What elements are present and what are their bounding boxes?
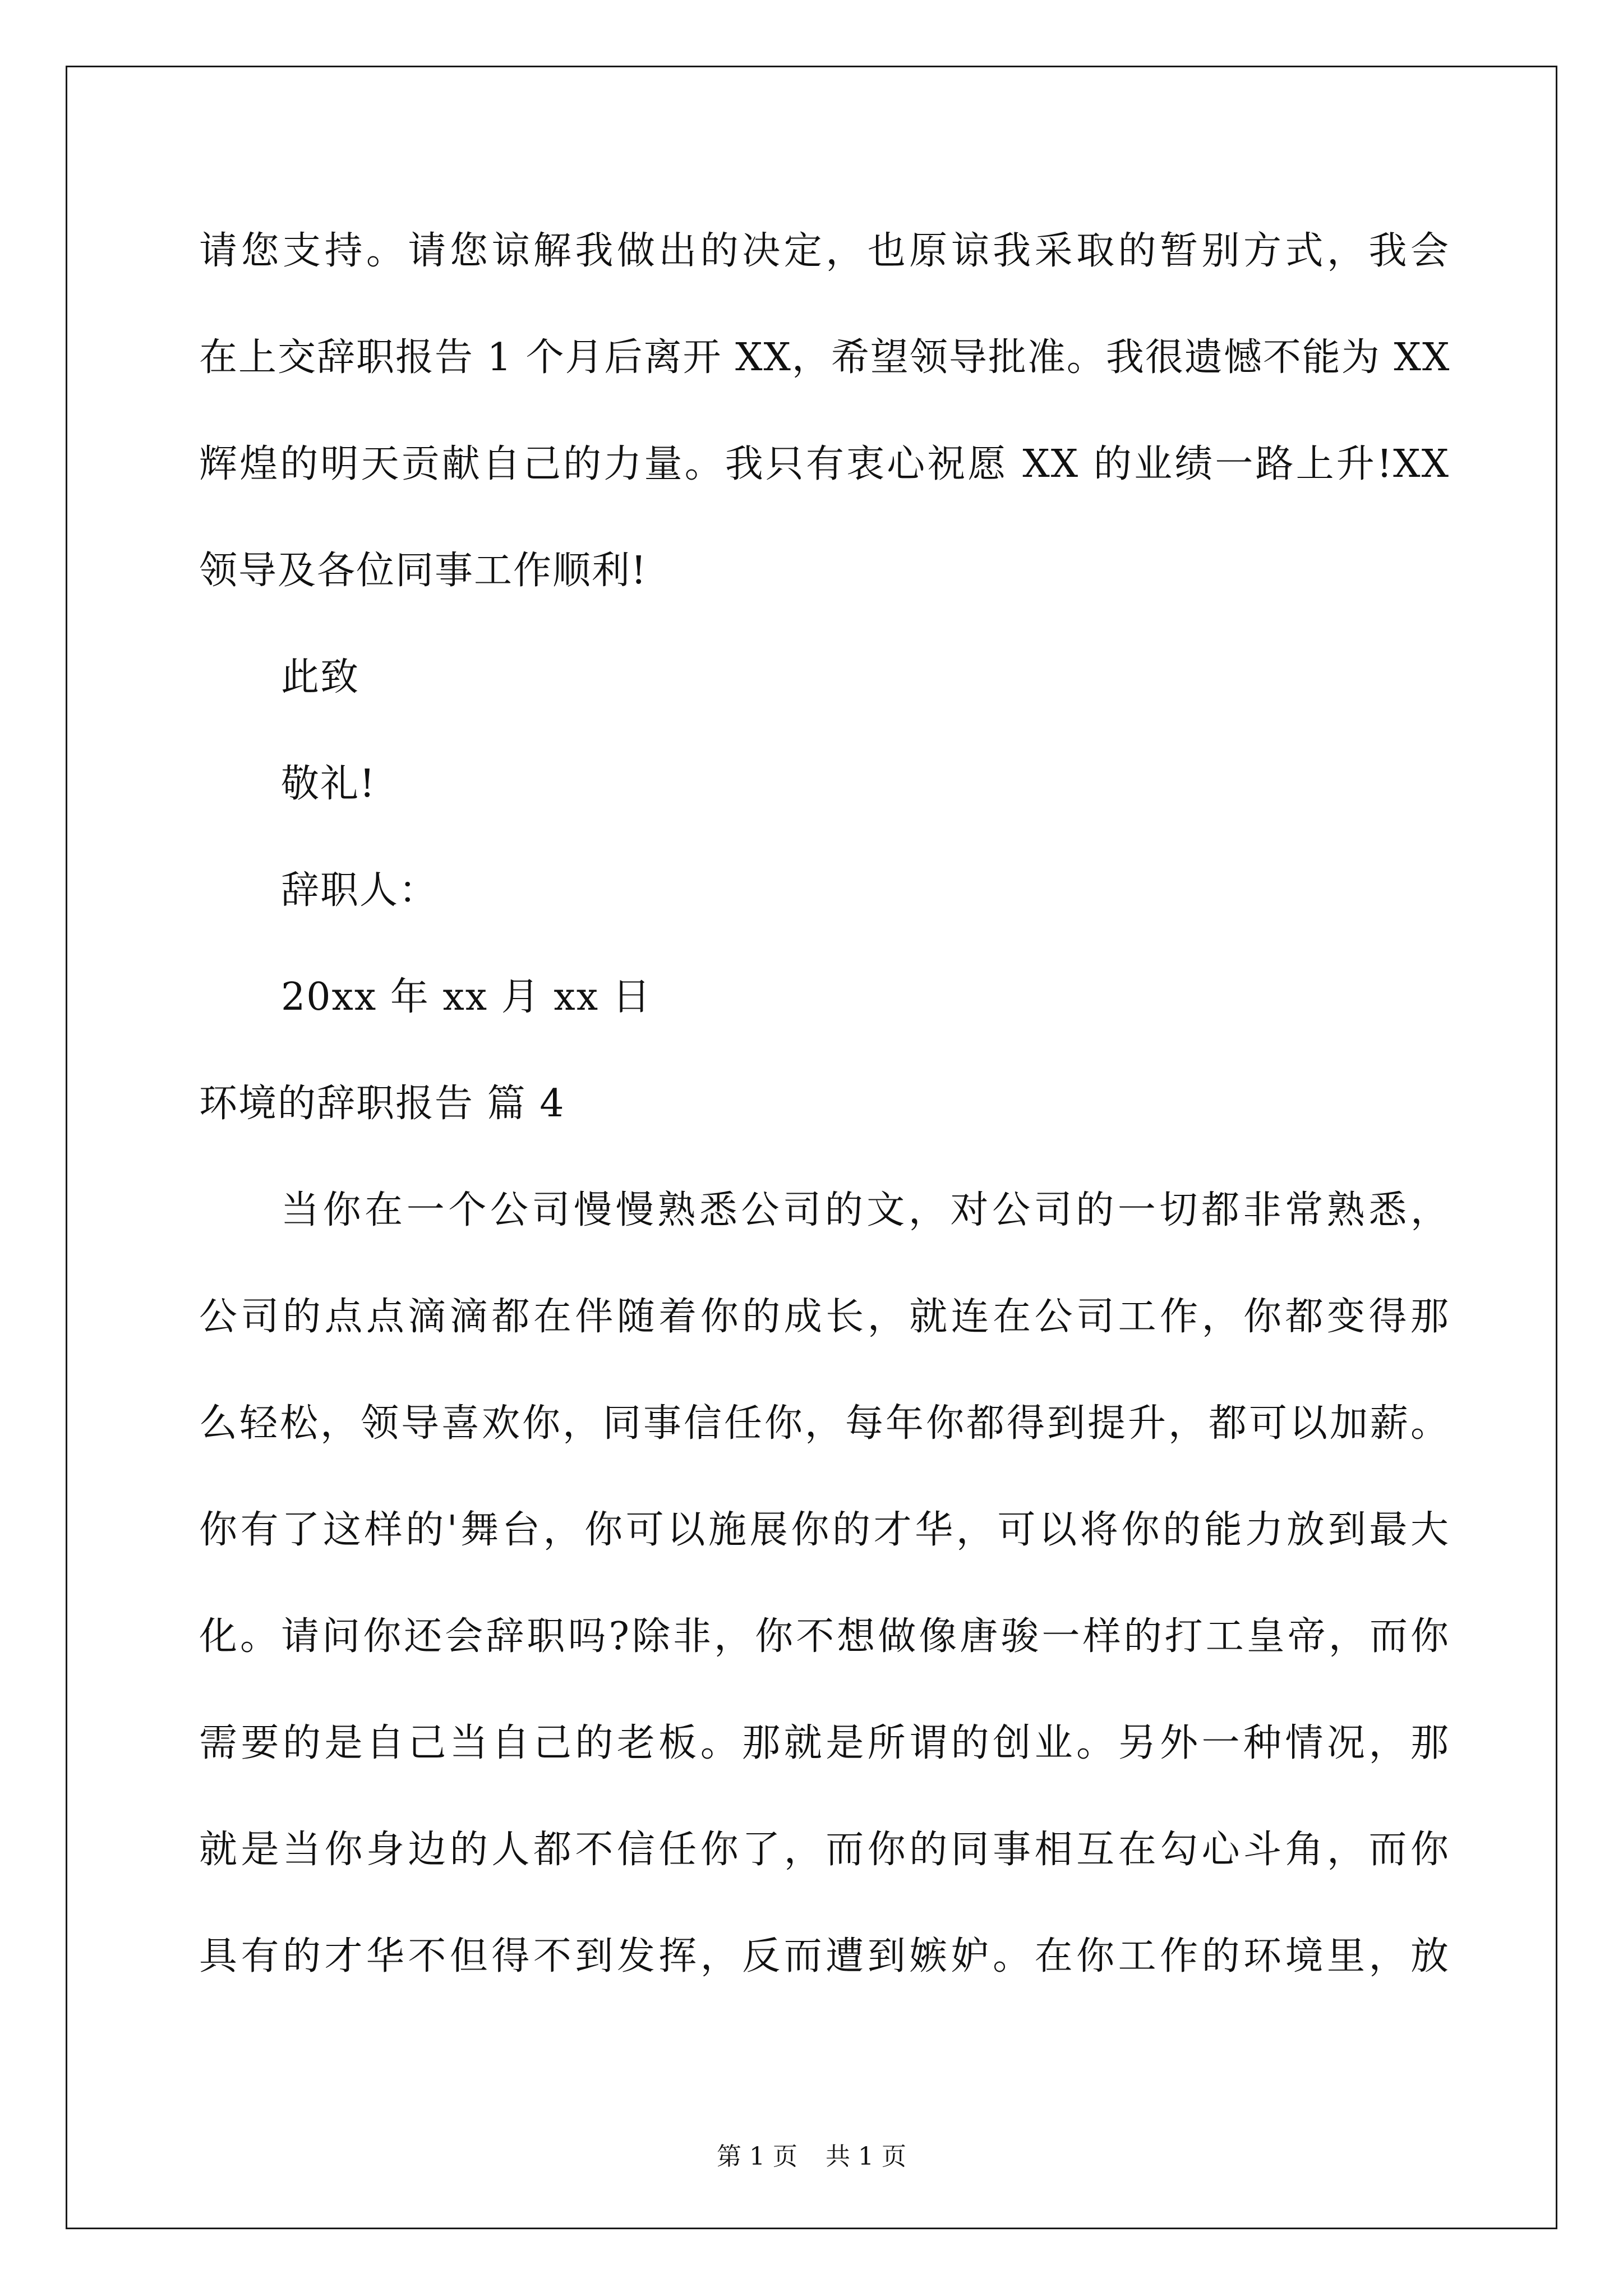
document-body: [199, 218, 1450, 2030]
paragraph-line: 辉煌的明天贡献自己的力量。我只有衷心祝愿 XX 的业绩一路上升!XX: [199, 442, 1450, 486]
paragraph-line: 需要的是自己当自己的老板。那就是所谓的创业。另外一种情况，那: [199, 1721, 1450, 1765]
paragraph-line: 请您支持。请您谅解我做出的决定，也原谅我采取的暂别方式，我会: [199, 229, 1450, 273]
signature-label: 辞职人：: [281, 868, 439, 913]
page-number-total: 共 1 页: [826, 2142, 906, 2171]
page-number-current: 第 1 页: [717, 2142, 797, 2171]
page-footer: [0, 2140, 1623, 2174]
paragraph-line: 你有了这样的'舞台，你可以施展你的才华，可以将你的能力放到最大: [199, 1508, 1450, 1552]
paragraph-line: 具有的才华不但得不到发挥，反而遭到嫉妒。在你工作的环境里，放: [199, 1934, 1450, 1978]
date-line: 20xx 年 xx 月 xx 日: [281, 975, 652, 1019]
section-heading: 环境的辞职报告 篇 4: [199, 1082, 565, 1126]
paragraph-line: 当你在一个公司慢慢熟悉公司的文，对公司的一切都非常熟悉，: [281, 1188, 1450, 1232]
closing-regards: 敬礼!: [281, 762, 376, 806]
paragraph-line: 化。请问你还会辞职吗?除非，你不想做像唐骏一样的打工皇帝，而你: [199, 1614, 1450, 1659]
paragraph-line: 领导及各位同事工作顺利!: [199, 549, 648, 593]
paragraph-line: 么轻松，领导喜欢你，同事信任你，每年你都得到提升，都可以加薪。: [199, 1401, 1450, 1446]
paragraph-line: 公司的点点滴滴都在伴随着你的成长，就连在公司工作，你都变得那: [199, 1295, 1450, 1339]
closing-salutation: 此致: [281, 655, 360, 700]
paragraph-line: 在上交辞职报告 1 个月后离开 XX，希望领导批准。我很遗憾不能为 XX: [199, 335, 1451, 380]
paragraph-line: 就是当你身边的人都不信任你了，而你的同事相互在勾心斗角，而你: [199, 1828, 1450, 1872]
